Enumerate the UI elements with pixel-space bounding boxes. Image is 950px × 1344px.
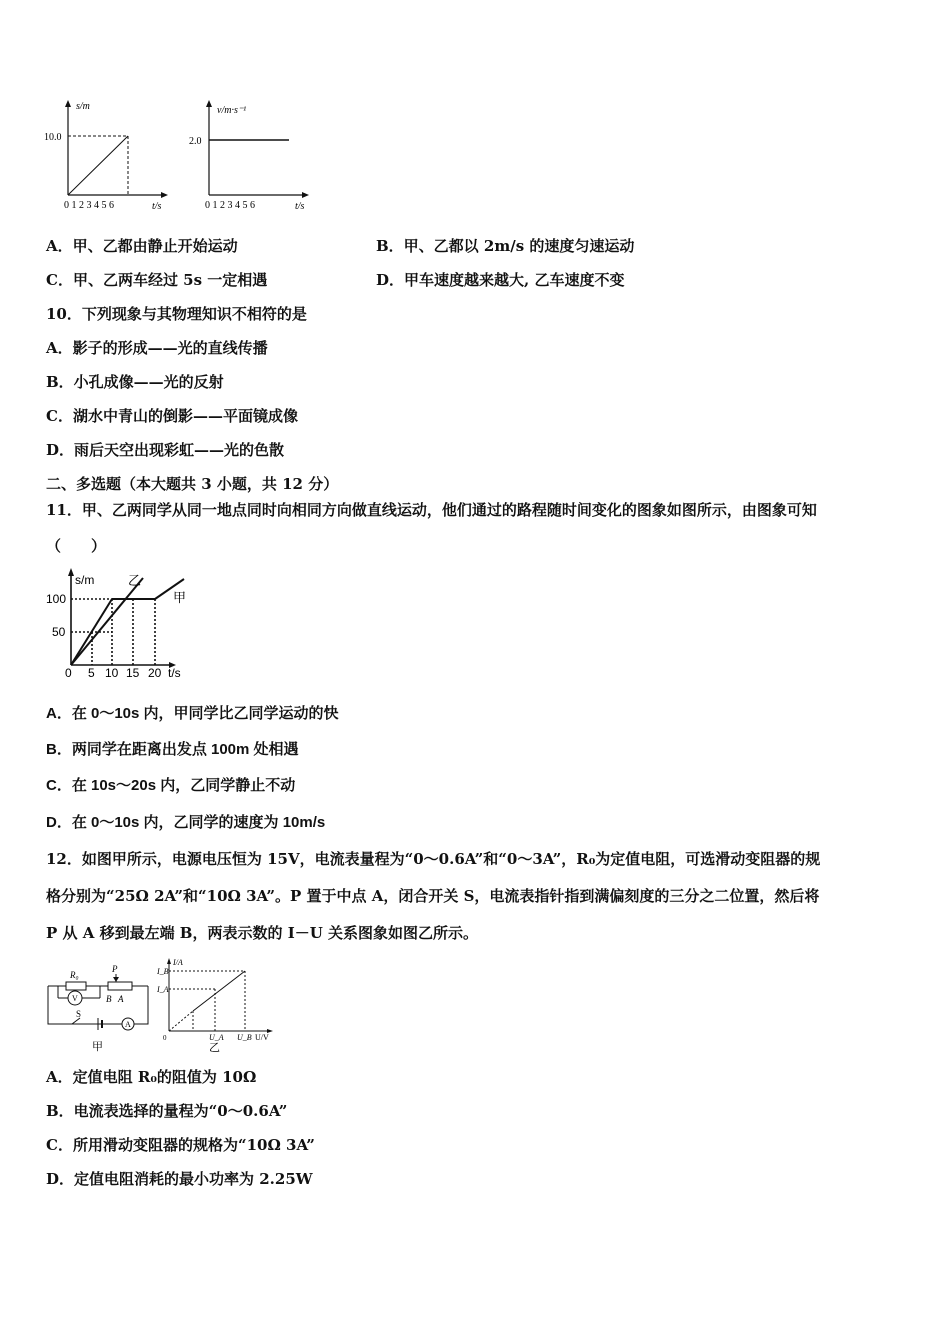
iu-origin: 0 xyxy=(163,1034,167,1042)
iu-ia: I_A xyxy=(157,985,169,994)
q11-y100: 100 xyxy=(46,592,67,606)
q9-graph-st xyxy=(40,98,170,213)
q11-x20: 20 xyxy=(148,666,162,680)
q11-stem: 11．甲、乙两同学从同一地点同时向相同方向做直线运动，他们通过的路程随时间变化的图象如图所示，由图象可知 xyxy=(46,501,817,519)
q9a-ticks: 0 1 2 3 4 5 6 xyxy=(64,200,114,211)
q12-circuit xyxy=(42,958,157,1053)
q12-iu-graph xyxy=(157,955,279,1053)
iu-ylabel: I/A xyxy=(173,958,183,967)
section-title: 二、多选题（本大题共 3 小题，共 12 分） xyxy=(46,475,339,493)
circuit-b: B xyxy=(106,994,112,1004)
iu-ib: I_B xyxy=(157,967,169,976)
q10-option-c: C．湖水中青山的倒影——平面镜成像 xyxy=(46,407,298,425)
q11-option-d: D．在 0～10s 内，乙同学的速度为 10m/s xyxy=(46,814,326,831)
q9-option-a: A．甲、乙都由静止开始运动 xyxy=(46,237,238,255)
q12-line-2: 格分别为“25Ω 2A”和“10Ω 3A”。P 置于中点 A，闭合开关 S，电流表指针指到满偏刻度的三分之二位置，然后将 xyxy=(46,887,820,905)
q10-option-b: B．小孔成像——光的反射 xyxy=(46,373,224,391)
q9-graph-vt xyxy=(185,98,315,213)
q9b-yvalue: 2.0 xyxy=(189,136,202,147)
circuit-caption: 甲 xyxy=(92,1041,103,1053)
q9a-yvalue: 10.0 xyxy=(44,132,62,143)
q12-line-1: 12．如图甲所示，电源电压恒为 15V，电流表量程为“0～0.6A”和“0～3A”，R₀为定值电阻，可选滑动变阻器的规 xyxy=(46,850,821,868)
q11-x5: 5 xyxy=(88,666,95,680)
q11-option-a: A．在 0～10s 内，甲同学比乙同学运动的快 xyxy=(46,705,339,722)
q12-option-c: C．所用滑动变阻器的规格为“10Ω 3A” xyxy=(46,1136,315,1154)
q11-xlabel: t/s xyxy=(168,666,181,680)
q11-x15: 15 xyxy=(126,666,140,680)
q9a-ylabel: s/m xyxy=(76,101,90,112)
q9b-ticks: 0 1 2 3 4 5 6 xyxy=(205,200,255,211)
q9b-xlabel: t/s xyxy=(295,201,305,212)
circuit-ammeter: A xyxy=(125,1020,131,1029)
q9-option-d: D．甲车速度越来越大, 乙车速度不变 xyxy=(376,271,625,289)
q10-option-d: D．雨后天空出现彩虹——光的色散 xyxy=(46,441,285,459)
iu-ua: U_A xyxy=(209,1033,224,1042)
q10-stem: 10．下列现象与其物理知识不相符的是 xyxy=(46,305,307,323)
q12-option-b: B．电流表选择的量程为“0～0.6A” xyxy=(46,1102,288,1120)
circuit-r0: R₀ xyxy=(70,970,79,980)
q12-option-d: D．定值电阻消耗的最小功率为 2.25W xyxy=(46,1170,313,1188)
q11-x10: 10 xyxy=(105,666,119,680)
q9-option-c: C．甲、乙两车经过 5s 一定相遇 xyxy=(46,271,268,289)
circuit-p: P xyxy=(112,964,118,974)
q11-paren: （ ） xyxy=(46,537,107,555)
iu-ub: U_B xyxy=(237,1033,252,1042)
q11-ylabel: s/m xyxy=(75,573,95,587)
q12-line-3: P 从 A 移到最左端 B，两表示数的 I－U 关系图象如图乙所示。 xyxy=(46,924,479,942)
q11-y50: 50 xyxy=(52,625,66,639)
circuit-voltmeter: V xyxy=(72,994,78,1003)
q9-option-b: B．甲、乙都以 2m/s 的速度匀速运动 xyxy=(376,237,635,255)
q11-label-jia: 甲 xyxy=(173,590,187,605)
iu-xlabel: U/V xyxy=(255,1033,269,1042)
circuit-switch: S xyxy=(76,1009,82,1019)
q11-option-b: B．两同学在距离出发点 100m 处相遇 xyxy=(46,741,299,758)
q11-label-yi: 乙 xyxy=(128,573,142,588)
q9a-xlabel: t/s xyxy=(152,201,162,212)
q11-x0: 0 xyxy=(65,666,72,680)
q11-option-c: C．在 10s～20s 内，乙同学静止不动 xyxy=(46,777,296,794)
q11-graph xyxy=(42,565,202,680)
q12-option-a: A．定值电阻 R₀的阻值为 10Ω xyxy=(46,1068,257,1086)
q10-option-a: A．影子的形成——光的直线传播 xyxy=(46,339,268,357)
iu-caption: 乙 xyxy=(209,1042,220,1053)
circuit-a: A xyxy=(118,994,124,1004)
q9b-ylabel: v/m·s⁻¹ xyxy=(217,105,247,116)
